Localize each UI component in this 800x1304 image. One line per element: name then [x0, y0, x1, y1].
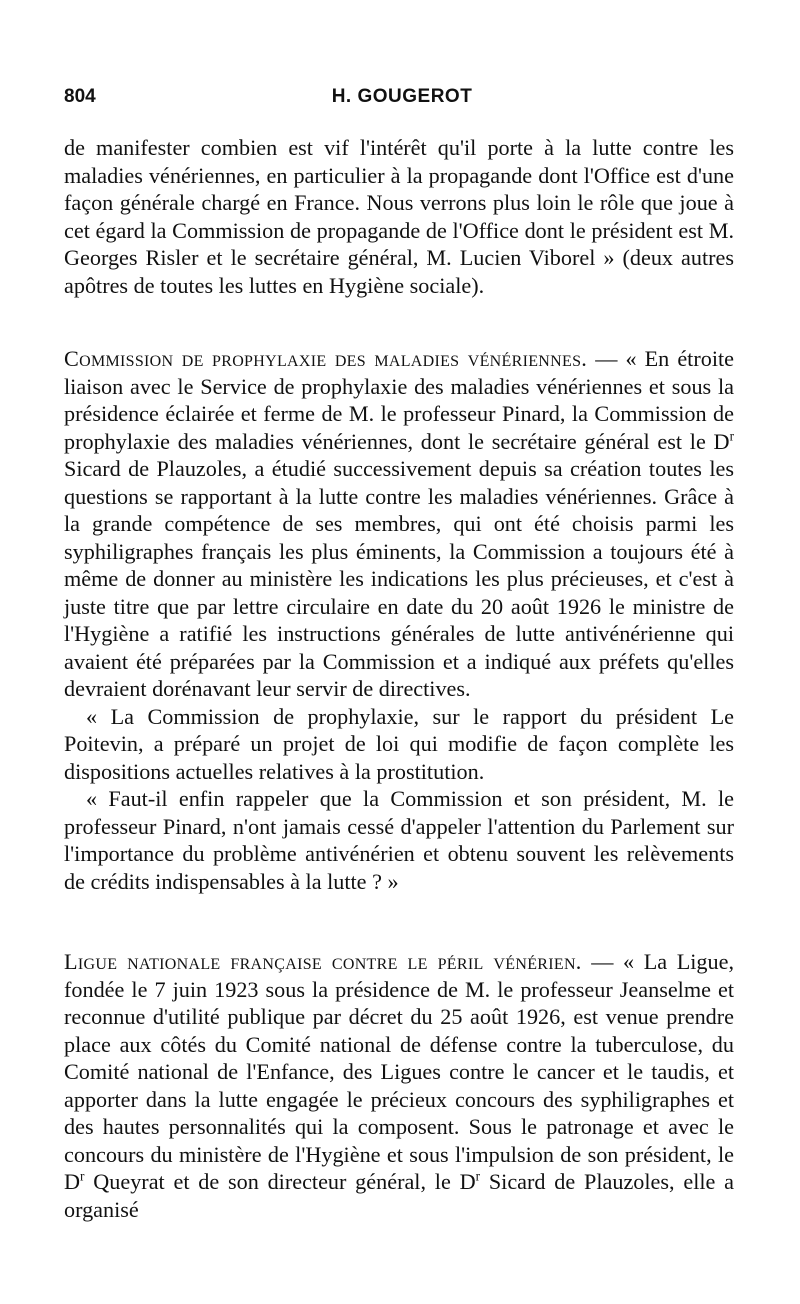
superscript: r	[475, 1168, 481, 1184]
running-head: H. GOUGEROT	[331, 86, 473, 107]
text-block-ligue	[64, 948, 734, 1223]
text-block-intro	[64, 134, 734, 299]
page-header	[64, 86, 740, 116]
paragraph	[64, 948, 734, 1223]
paragraph	[64, 703, 734, 786]
paragraph-text: de manifester combien est vif l'intérêt qu'il porte à la lutte contre les maladies vénériennes, en particulier à la propagande dont l'Office est d'une façon générale chargé en France. Nous verrons plus loin le rôle que joue à cet égard la Commission de propagande de l'Office dont le président est M. Georges Risler et le secrétaire général, M. Lucien Viborel » (deux autres apôtres de toutes les luttes en Hygiène sociale).	[64, 135, 734, 298]
section-heading: Ligue nationale française contre le péril vénérien.	[64, 949, 582, 974]
paragraph-text: — « En étroite liaison avec le Service de prophylaxie des maladies vénériennes et sous la présidence éclairée et ferme de M. le professeur Pinard, la Commission de prophylaxie des maladies vénériennes, dont le secrétaire général est le D	[64, 346, 735, 454]
paragraph-text: — « La Ligue, fondée le 7 juin 1923 sous la présidence de M. le professeur Jeanselme et reconnue d'utilité publique par décret du 25 août 1926, est venue prendre place aux côtés du Comité national de défense contre la tuberculose, du Comité national de l'Enfance, des Ligues contre le cancer et le taudis, et apporter dans la lutte engagée le précieux concours des syphiligraphes et des hautes personnalités qui la composent. Sous le patronage et avec le concours du ministère de l'Hygiène et sous l'impulsion de son président, le D	[64, 949, 734, 1194]
paragraph-text: « Faut-il enfin rappeler que la Commission et son président, M. le professeur Pinard, n'ont jamais cessé d'appeler l'attention du Parlement sur l'importance du problème antivénérien et obtenu souvent les relèvements de crédits indispensables à la lutte ? »	[64, 786, 734, 894]
paragraph	[64, 785, 734, 895]
superscript: r	[729, 428, 734, 444]
paragraph-text-continued: Queyrat et de son directeur général, le D	[84, 1169, 476, 1194]
superscript: r	[80, 1168, 85, 1184]
paragraph-text-continued: Sicard de Plauzoles, elle a organisé	[64, 1169, 734, 1222]
paragraph-text-continued: Sicard de Plauzoles, a étudié successivement depuis sa création toutes les questions se rapportant à la lutte contre les maladies vénériennes. Grâce à la grande compétence de ses membres, qui ont été choisis parmi les syphiligraphes français les plus éminents, la Commission a toujours été à même de donner au ministère les indications les plus précieuses, et c'est à juste titre que par lettre circulaire en date du 20 août 1926 le ministre de l'Hygiène a ratifié les instructions générales de lutte antivénérienne qui avaient été préparées par la Commission et a indiqué aux préfets qu'elles devraient dorénavant leur servir de directives.	[64, 456, 734, 701]
section-heading: Commission de prophylaxie des maladies vénériennes.	[64, 346, 588, 371]
paragraph	[64, 345, 734, 703]
paragraph	[64, 134, 734, 299]
text-block-commission	[64, 345, 734, 895]
paragraph-text: « La Commission de prophylaxie, sur le rapport du président Le Poitevin, a préparé un projet de loi qui modifie de façon complète les dispositions actuelles relatives à la prostitution.	[64, 703, 734, 784]
page-number: 804	[64, 86, 96, 107]
